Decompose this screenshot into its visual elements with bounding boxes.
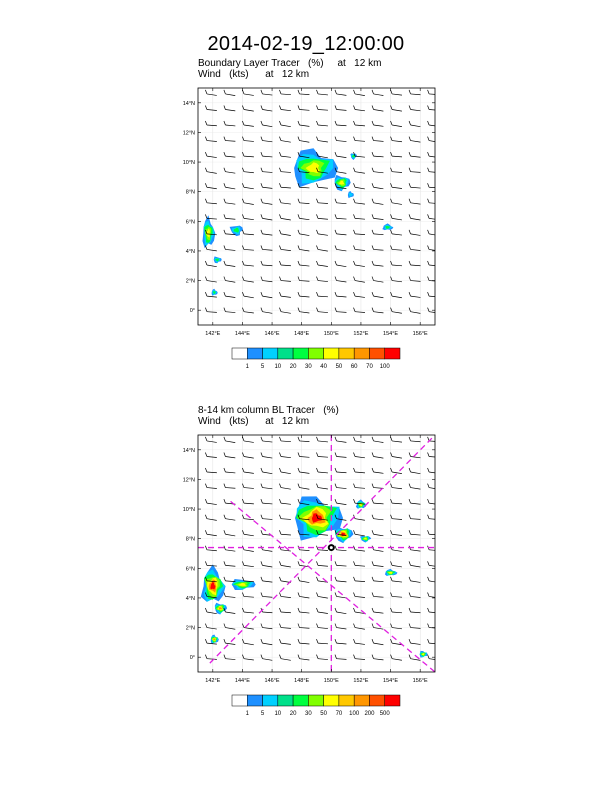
colorbar-label: 30 [305,364,312,370]
panel1-subtitle-line1: Boundary Layer Tracer (%) at 12 km [198,58,382,69]
lat-label: 10°N [182,160,195,167]
colorbar-label: 100 [379,364,390,370]
colorbar-swatch [232,695,247,706]
lat-label: 14°N [182,100,195,107]
lon-label: 156°E [412,678,428,684]
colorbar-swatch [369,348,384,359]
colorbar-swatch [324,695,339,706]
colorbar-label: 1 [245,364,249,370]
lat-label: 0° [189,308,195,315]
colorbar-swatch [247,348,262,359]
colorbar-swatch [385,695,400,706]
colorbar-label: 20 [289,711,297,717]
panel2-subtitle-line2: Wind (kts) at 12 km [198,416,310,427]
tracer-map-panel-1 [183,88,439,359]
map-background [198,88,435,325]
colorbar-swatch [278,695,293,706]
lat-label: 6°N [185,219,195,226]
colorbar-label: 1 [245,711,249,717]
colorbar-swatch [324,348,339,359]
colorbar-label: 70 [335,711,343,717]
panel1-subtitle-line2: Wind (kts) at 12 km [198,69,310,80]
lat-label: 12°N [182,130,195,137]
colorbar-swatch [232,348,247,359]
colorbar-label: 30 [305,711,312,717]
page-title: 2014-02-19_12:00:00 [207,33,405,55]
colorbar-swatch [339,348,354,359]
lat-label: 12°N [182,477,195,484]
colorbar-label: 50 [335,364,343,370]
lat-label: 2°N [185,278,195,285]
lon-label: 142°E [205,678,221,684]
lat-label: 6°N [185,566,195,573]
lon-label: 144°E [234,678,250,684]
colorbar-label: 40 [320,364,327,370]
colorbar-label: 10 [274,364,282,370]
colorbar-label: 5 [260,364,265,370]
lon-label: 146°E [264,331,280,337]
lon-label: 148°E [294,678,310,684]
colorbar-label: 70 [366,364,373,370]
colorbar-swatch [308,348,323,359]
colorbar-swatch [278,348,293,359]
colorbar-label: 50 [320,711,327,717]
storm-center-dot [330,546,333,549]
colorbar-swatch [339,695,354,706]
lon-label: 146°E [264,678,280,684]
lat-label: 8°N [185,536,195,543]
colorbar-label: 5 [260,711,265,717]
lon-label: 152°E [353,678,369,684]
lat-label: 8°N [185,189,195,196]
lon-label: 152°E [353,331,369,337]
colorbar-label: 60 [350,364,358,370]
colorbar-swatch [308,695,323,706]
colorbar-label: 200 [364,711,375,717]
colorbar-swatch [247,695,262,706]
colorbar-swatch [263,348,278,359]
lon-label: 148°E [294,331,310,337]
lon-label: 142°E [205,331,221,337]
colorbar-swatch [263,695,278,706]
lat-label: 0° [189,655,195,662]
tracer-map-panel-2 [183,435,439,706]
lon-label: 156°E [412,331,428,337]
lat-label: 14°N [182,447,195,454]
colorbar-swatch [369,695,384,706]
colorbar-label: 100 [349,711,360,717]
lat-label: 4°N [185,595,195,602]
colorbar-swatch [385,348,400,359]
lat-label: 4°N [185,248,195,255]
lon-label: 150°E [323,678,339,684]
lon-label: 144°E [234,331,250,337]
lon-label: 150°E [323,331,339,337]
lon-label: 154°E [383,678,399,684]
colorbar-swatch [354,348,369,359]
colorbar-swatch [354,695,369,706]
colorbar-swatch [293,348,308,359]
lon-label: 154°E [383,331,399,337]
colorbar-label: 500 [379,711,390,717]
lat-label: 10°N [182,507,195,514]
colorbar-label: 20 [289,364,297,370]
colorbar-swatch [293,695,308,706]
colorbar-label: 10 [274,711,282,717]
lat-label: 2°N [185,625,195,632]
panel2-subtitle-line1: 8-14 km column BL Tracer (%) [198,405,339,416]
